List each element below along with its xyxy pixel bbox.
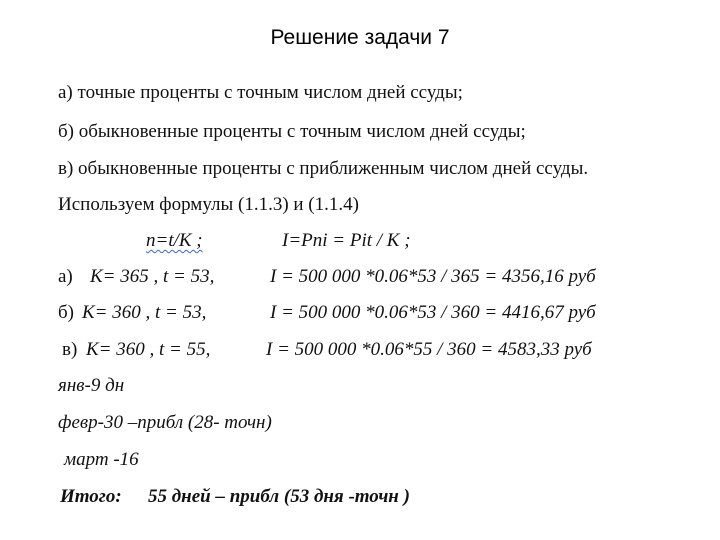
calc-b-params: K= 360 , t = 53, <box>82 302 207 323</box>
calc-a-label: а) <box>58 266 73 287</box>
calc-b-label: б) <box>58 302 74 323</box>
item-b: б) обыкновенные проценты с точным числом дней ссуды; <box>58 121 526 142</box>
item-v: в) обыкновенные проценты с приближенным числом дней ссуды. <box>58 158 589 179</box>
calc-a-expr: I = 500 000 *0.06*53 / 365 = 4356,16 руб <box>270 266 596 287</box>
total-label: Итого: <box>60 486 122 507</box>
formula-n: n=t/K ; <box>146 230 203 251</box>
formulas-intro: Используем формулы (1.1.3) и (1.1.4) <box>58 194 359 215</box>
calc-a-params: K= 365 , t = 53, <box>90 266 215 287</box>
calc-v-params: K= 360 , t = 55, <box>86 339 211 360</box>
calc-v-expr: I = 500 000 *0.06*55 / 360 = 4583,33 руб <box>266 339 592 360</box>
total-value: 55 дней – прибл (53 дня -точн ) <box>148 486 410 507</box>
item-a: а) точные проценты с точным числом дней ссуды; <box>58 82 463 103</box>
days-jan: янв-9 дн <box>58 375 125 396</box>
formula-i: I=Pni = Pit / K ; <box>282 230 411 251</box>
slide-title: Решение задачи 7 <box>270 26 450 49</box>
calc-v-label: в) <box>62 339 78 360</box>
days-feb: февр-30 –прибл (28- точн) <box>58 412 272 433</box>
calc-b-expr: I = 500 000 *0.06*53 / 360 = 4416,67 руб <box>270 302 596 323</box>
days-mar: март -16 <box>64 449 139 470</box>
